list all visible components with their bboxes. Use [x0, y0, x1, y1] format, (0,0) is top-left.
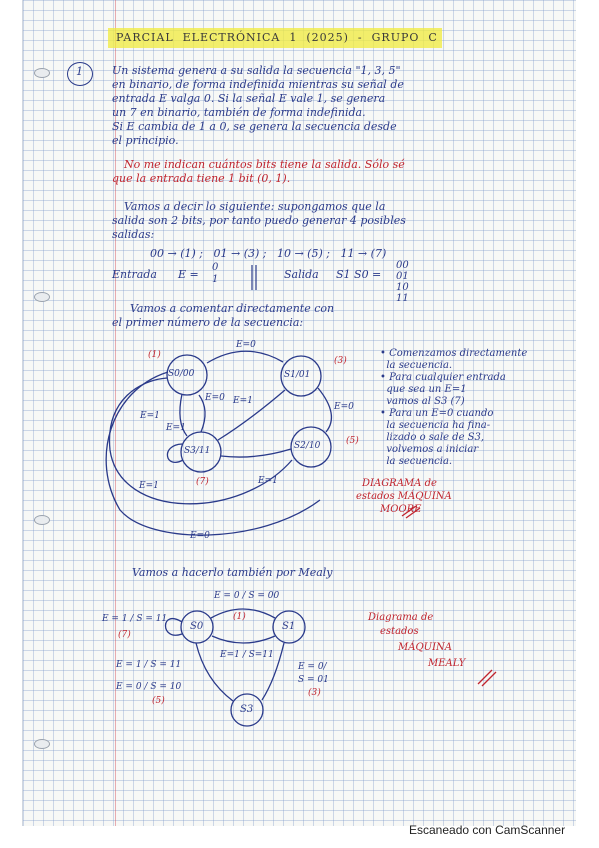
moore-edge-label: E=1: [140, 411, 160, 421]
mealy-edge-label: S = 01: [298, 675, 329, 685]
moore-note-line: • Comenzamos directamente: [380, 348, 528, 359]
assumption-line: salidas:: [112, 228, 155, 241]
mealy-state-label: S1: [282, 621, 296, 632]
moore-note-line: lizado o sale de S3,: [380, 432, 485, 443]
statement-line: en binario, de forma indefinida mientras su señal de: [112, 78, 404, 91]
mealy-caption-line: estados: [380, 626, 419, 637]
output-value: 10: [396, 282, 409, 293]
moore-edge-label: E=0: [236, 340, 256, 350]
moore-edge-s2-s3: [221, 449, 291, 457]
moore-note-line: que sea un E=1: [380, 384, 467, 395]
moore-edge-s1-s2: [318, 388, 331, 432]
moore-edge-label: E=1: [166, 423, 186, 433]
moore-note-line: la secuencia.: [380, 456, 453, 467]
mealy-edge-note: (1): [233, 612, 246, 622]
mealy-edge-note: (7): [118, 630, 131, 640]
moore-edge-s0-s1: [207, 351, 283, 363]
mealy-edge-label: E = 0 / S = 10: [116, 682, 182, 692]
mealy-edge-label: E = 1 / S = 11: [102, 614, 168, 624]
statement-line: Si E cambia de 1 a 0, se genera la secuencia desde: [112, 120, 397, 133]
moore-state-label: S2/10: [294, 441, 321, 451]
statement-line: el principio.: [112, 134, 179, 147]
problem-number: 1: [76, 65, 83, 78]
moore-intro-line: Vamos a comentar directamente con: [130, 302, 335, 315]
note-line: que la entrada tiene 1 bit (0, 1).: [112, 172, 291, 185]
moore-caption-line: DIAGRAMA de: [362, 478, 437, 489]
mealy-edge-label: E=1 / S=11: [220, 650, 274, 660]
mealy-edge-note: (5): [152, 696, 165, 706]
page-title: PARCIAL ELECTRÓNICA 1 (2025) - GRUPO C: [116, 31, 438, 44]
moore-state-label: S1/01: [284, 370, 311, 380]
input-value: 1: [212, 274, 219, 285]
mealy-caption-line: Diagrama de: [368, 612, 434, 623]
moore-note-line: volvemos a iniciar: [380, 444, 479, 455]
mealy-self-loop-s0: [166, 619, 183, 636]
output-label: Salida: [284, 268, 319, 281]
moore-value-note: (7): [196, 477, 209, 487]
mealy-edge-label: E = 1 / S = 11: [116, 660, 182, 670]
moore-state-label: S3/11: [184, 446, 211, 456]
note-line: No me indican cuántos bits tiene la salida. Sólo sé: [124, 158, 405, 171]
moore-note-line: • Para un E=0 cuando: [380, 408, 494, 419]
statement-line: Un sistema genera a su salida la secuencia "1, 3, 5": [112, 64, 401, 77]
moore-note-line: vamos al S3 (7): [380, 396, 465, 407]
mealy-caption-line: MÁQUINA: [398, 642, 453, 653]
moore-note-line: la secuencia ha fina-: [380, 420, 491, 431]
mealy-intro: Vamos a hacerlo también por Mealy: [132, 566, 333, 579]
mealy-state-label: S0: [190, 621, 204, 632]
scanner-watermark: Escaneado con CamScanner: [409, 823, 566, 837]
statement-line: entrada E valga 0. Si la señal E vale 1, se genera: [112, 92, 386, 105]
moore-edge-label: E=1: [258, 476, 278, 486]
moore-value-note: (3): [334, 356, 347, 366]
moore-edge-label: E=1: [139, 481, 159, 491]
moore-caption-line: MOORE: [380, 504, 422, 515]
moore-note-line: la secuencia.: [380, 360, 453, 371]
moore-value-note: (5): [346, 436, 359, 446]
statement-line: un 7 en binario, también de forma indefinida.: [112, 106, 366, 119]
moore-caption-line: estados MÁQUINA: [356, 491, 452, 502]
moore-edge-label: E=0: [334, 402, 354, 412]
assumption-line: Vamos a decir lo siguiente: supongamos que la: [124, 200, 386, 213]
output-value: 01: [396, 271, 409, 282]
moore-edge-label: E=0: [205, 393, 225, 403]
mealy-state-label: S3: [240, 704, 254, 715]
mapping-underline: [252, 265, 256, 290]
moore-value-note: (1): [148, 350, 161, 360]
input-label: Entrada: [112, 268, 157, 281]
output-mapping: 00 → (1) ; 01 → (3) ; 10 → (5) ; 11 → (7): [150, 247, 387, 260]
moore-edge-label: E=1: [233, 396, 253, 406]
mealy-caption-line: MEALY: [428, 658, 466, 669]
moore-intro-line: el primer número de la secuencia:: [112, 316, 304, 329]
moore-edge-label: E=0: [190, 531, 210, 541]
output-value: 11: [396, 293, 409, 304]
moore-note-line: • Para cualquier entrada: [380, 372, 506, 383]
output-value: 00: [396, 260, 409, 271]
moore-state-label: S0/00: [168, 369, 195, 379]
mealy-edge-s1-s0: [212, 636, 275, 643]
output-var: S1 S0 =: [336, 268, 382, 281]
mealy-edge-note: (3): [308, 688, 321, 698]
assumption-line: salida son 2 bits, por tanto puedo generar 4 posibles: [112, 214, 406, 227]
mealy-edge-label: E = 0/: [298, 662, 327, 672]
input-value: 0: [212, 262, 219, 273]
mealy-edge-label: E = 0 / S = 00: [214, 591, 280, 601]
input-var: E =: [178, 268, 199, 281]
